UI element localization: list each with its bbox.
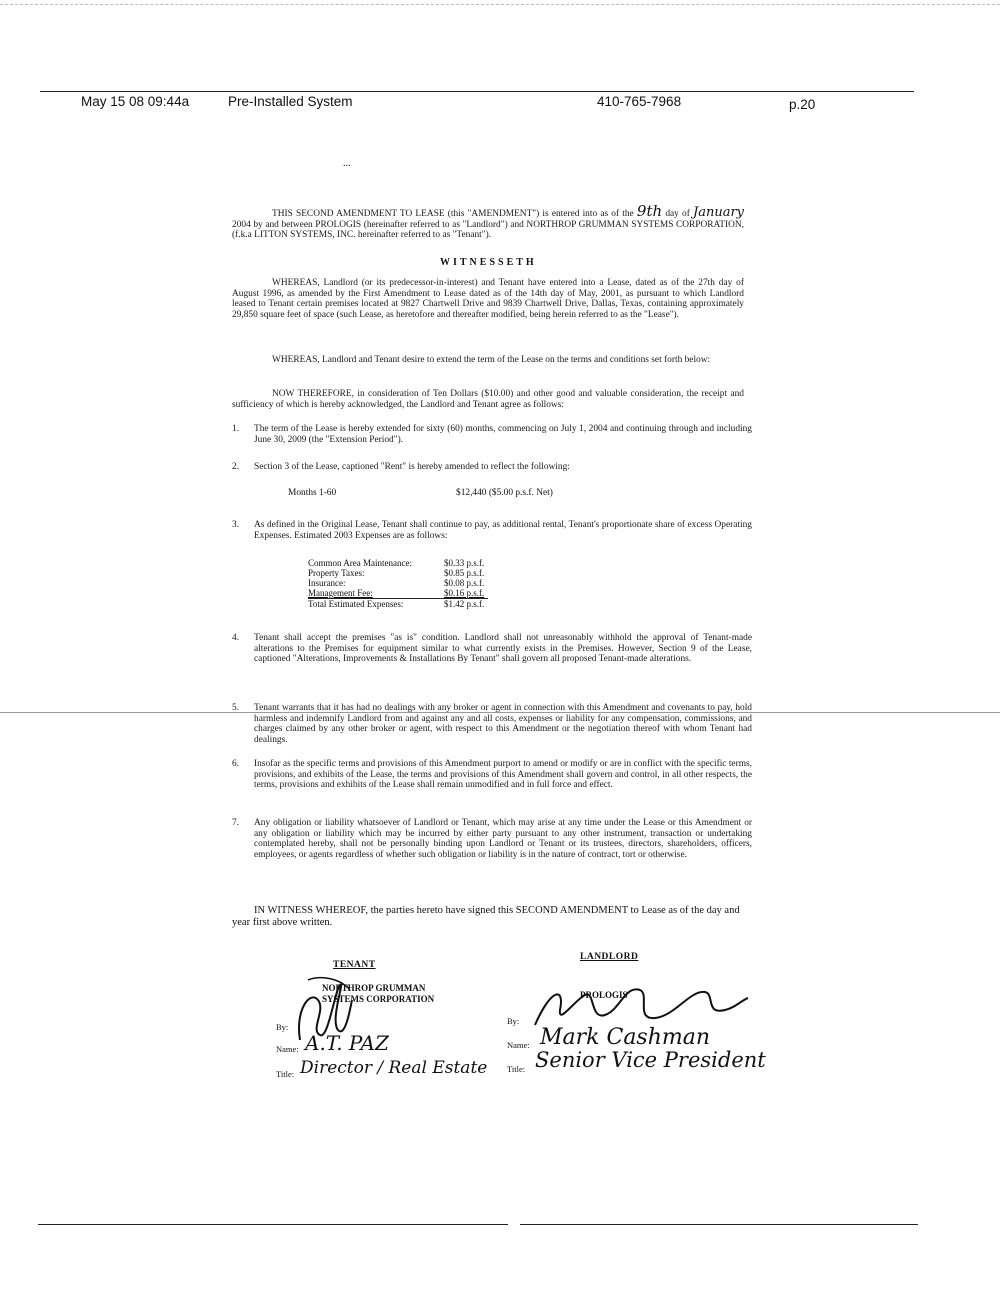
landlord-title-label: Title: <box>507 1064 526 1074</box>
table-row <box>308 578 488 588</box>
fax-datetime: May 15 08 09:44a <box>81 94 190 109</box>
witnesseth-heading: WITNESSETH <box>440 257 537 268</box>
footer-rule-right <box>520 1224 918 1225</box>
fax-top-rule <box>40 91 914 92</box>
expense-label: Common Area Maintenance: <box>308 558 412 568</box>
in-witness-paragraph: IN WITNESS WHEREOF, the parties hereto have signed this SECOND AMENDMENT to Lease as of the day and year first above written. <box>232 905 740 928</box>
table-row <box>308 568 488 578</box>
item-3 <box>232 520 752 541</box>
stray-mark: ... <box>343 158 351 169</box>
tenant-company-line1: NORTHROP GRUMMAN <box>322 983 426 993</box>
item-1-number: 1. <box>232 424 240 434</box>
expense-table <box>308 558 488 609</box>
intro-paragraph <box>232 202 745 241</box>
item-2-number: 2. <box>232 462 240 472</box>
rent-amount: $12,440 ($5.00 p.s.f. Net) <box>456 488 553 498</box>
item-6 <box>232 759 752 791</box>
expense-value: $0.33 p.s.f. <box>443 558 485 568</box>
item-4-number: 4. <box>232 633 240 643</box>
tenant-title-label: Title: <box>276 1069 295 1079</box>
tenant-by-label: By: <box>276 1022 289 1032</box>
expense-value: $1.42 p.s.f. <box>416 599 488 610</box>
whereas-paragraph-2: WHEREAS, Landlord and Tenant desire to extend the term of the Lease on the terms and conditions set forth below: <box>272 355 711 365</box>
item-1-text: The term of the Lease is hereby extended for sixty (60) months, commencing on July 1, 2004 and continuing through and including June 30, 2009 (the "Extension Period"). <box>254 424 752 445</box>
item-1 <box>232 424 752 445</box>
table-row <box>308 558 488 568</box>
tenant-company-line2: SYSTEMS CORPORATION <box>322 994 435 1004</box>
item-5-text: Tenant warrants that it has had no dealings with any broker or agent in connection with this Amendment and covenants to pay, hold harmless and indemnify Landlord from and against any and all costs, expenses or liability for any compensation, commissions, and charges claimed by any other broker or agent, with respect to this Amendment or the negotiation thereof with whom Tenant had dealings. <box>254 703 752 745</box>
landlord-signature <box>530 980 750 1030</box>
intro-part2: day of <box>665 209 690 219</box>
item-2-text: Section 3 of the Lease, captioned "Rent" is hereby amended to reflect the following: <box>254 462 570 472</box>
expense-label: Insurance: <box>308 578 346 588</box>
item-7-number: 7. <box>232 818 240 828</box>
item-6-text: Insofar as the specific terms and provisions of this Amendment purport to amend or modify or are in conflict with the specific terms, provisions, and exhibits of the Lease, the terms and provisions of this Amendment shall govern and control, in all other respects, the terms, provisions and exhibits of the Lease shall remain unmodified and in full force and effect. <box>254 759 752 791</box>
landlord-name-label: Name: <box>507 1040 530 1050</box>
expense-value: $0.16 p.s.f. <box>443 588 485 598</box>
fax-phone: 410-765-7968 <box>597 94 682 109</box>
landlord-heading: LANDLORD <box>580 952 639 962</box>
item-3-text: As defined in the Original Lease, Tenant shall continue to pay, as additional rental, Tenant's proportionate share of excess Operating Expenses. Estimated 2003 Expenses are as follows: <box>254 520 752 541</box>
fax-sender: Pre-Installed System <box>228 94 353 109</box>
item-7-text: Any obligation or liability whatsoever of Landlord or Tenant, which may arise at any time under the Lease or this Amendment or any obligation or liability which may be incurred by either party pursuant to any other instrument, transaction or undertaking contemplated hereby, shall not be personally binding upon Landlord or Tenant or its trustees, directors, shareholders, officers, employees, or agents regardless of whether such obligation or liability is in the nature of contract, tort or otherwise. <box>254 818 752 860</box>
landlord-company: PROLOGIS <box>580 990 628 1000</box>
table-row <box>308 588 488 599</box>
item-7 <box>232 818 752 860</box>
now-therefore-paragraph: NOW THEREFORE, in consideration of Ten Dollars ($10.00) and other good and valuable consideration, the receipt and sufficiency of which is hereby acknowledged, the Landlord and Tenant agree as follows: <box>232 389 744 410</box>
tenant-name-handwritten: A.T. PAZ <box>305 1031 389 1055</box>
expense-label: Total Estimated Expenses: <box>308 599 416 610</box>
rent-months: Months 1-60 <box>288 488 337 498</box>
handwritten-day: 9th <box>636 202 663 220</box>
item-5-number: 5. <box>232 703 240 713</box>
whereas-paragraph-1: WHEREAS, Landlord (or its predecessor-in-interest) and Tenant have entered into a Lease, dated as of the 27th day of August 1996, as amended by the First Amendment to Lease dated as of the 14th day of May, 2001, as pursuant to which Landlord leased to Tenant certain premises located at 9827 Chartwell Drive and 9839 Chartwell Drive, Dallas, Texas, containing approximately 29,850 square feet of space (such Lease, as heretofore and thereafter modified, being herein referred to as the "Lease"). <box>232 278 744 320</box>
landlord-by-label: By: <box>507 1016 520 1026</box>
expense-value: $0.85 p.s.f. <box>443 568 485 578</box>
expense-label: Management Fee: <box>308 588 373 598</box>
footer-rule-left <box>38 1224 508 1225</box>
tenant-title-handwritten: Director / Real Estate <box>300 1058 488 1078</box>
table-row <box>308 599 488 610</box>
expense-label: Property Taxes: <box>308 568 365 578</box>
expense-value: $0.08 p.s.f. <box>443 578 485 588</box>
tenant-name-label: Name: <box>276 1044 299 1054</box>
item-4-text: Tenant shall accept the premises "as is" condition. Landlord shall not unreasonably withhold the approval of Tenant-made alterations to the Premises for equipment similar to what currently exists in the Premises. However, Section 9 of the Lease, captioned "Alterations, Improvements & Installations By Tenant" shall govern all proposed Tenant-made alterations. <box>254 633 752 665</box>
landlord-name-handwritten: Mark Cashman <box>540 1025 711 1050</box>
handwritten-month: January <box>693 205 745 220</box>
fax-page-number: p.20 <box>789 97 816 112</box>
item-3-number: 3. <box>232 520 240 530</box>
item-5 <box>232 703 752 745</box>
item-2 <box>232 462 752 473</box>
item-4 <box>232 633 752 665</box>
tenant-signature <box>290 970 360 1050</box>
intro-part3: 2004 by and between PROLOGIS (hereinafter referred to as "Landlord") and NORTHROP GRUMMAN SYSTEMS CORPORATION, (f.k.a LITTON SYSTEMS, INC. hereinafter referred to as "Tenant"). <box>232 219 744 241</box>
intro-part1: THIS SECOND AMENDMENT TO LEASE (this "AMENDMENT") is entered into as of the <box>272 209 634 219</box>
landlord-title-handwritten: Senior Vice President <box>535 1048 766 1072</box>
top-scan-dashes <box>0 4 1000 5</box>
tenant-heading: TENANT <box>333 960 376 970</box>
item-6-number: 6. <box>232 759 240 769</box>
